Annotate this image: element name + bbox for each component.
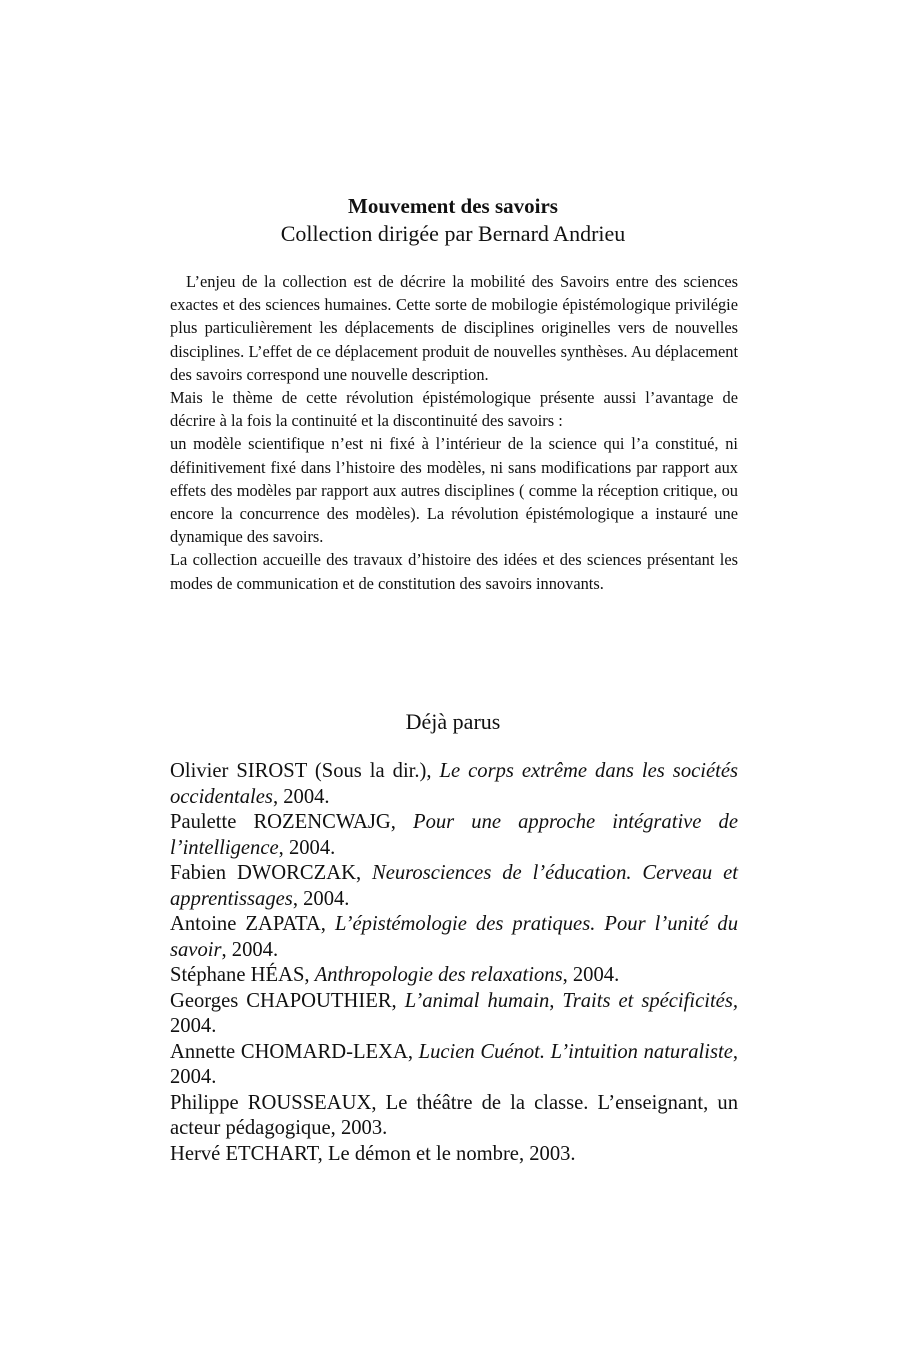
book-author: Annette CHOMARD-LEXA,	[170, 1040, 419, 1063]
description-paragraph: L’enjeu de la collection est de décrire la mobilité des Savoirs entre des sciences exactes et des sciences humaines. Cette sorte de mobilogie épistémologique privilégie plus particulièrement les déplacements de disciplines originelles vers de nouvelles disciplines. L’effet de ce déplacement produit de nouvelles synthèses. Au déplacement des savoirs correspond une nouvelle description.	[170, 272, 738, 384]
book-year: , 2004.	[221, 938, 279, 961]
book-author: Paulette ROZENCWAJG,	[170, 811, 413, 833]
book-title: Anthropologie des relaxations	[314, 964, 563, 986]
book-title: Lucien Cuénot. L’intuition naturaliste	[418, 1040, 733, 1063]
book-entry	[170, 989, 738, 1040]
book-year: Le théâtre de la classe. L’enseignant, un acteur pédagogique, 2003.	[170, 1091, 738, 1139]
book-year: , 2004.	[292, 887, 350, 910]
book-entry	[170, 1091, 738, 1142]
book-entry	[170, 1040, 738, 1091]
book-year: Le démon et le nombre, 2003.	[327, 1142, 576, 1165]
book-author: Philippe ROUSSEAUX,	[170, 1091, 386, 1114]
book-entry	[170, 963, 738, 989]
book-author: Hervé ETCHART,	[170, 1142, 328, 1165]
book-year: , 2004.	[272, 785, 330, 808]
book-title: Neurosciences de l’éducation. Cerveau et apprentissages	[170, 862, 738, 910]
book-title: L’animal humain, Traits et spécificités,	[404, 989, 738, 1012]
book-title: Le corps extrême dans les sociétés occidentales	[170, 760, 738, 808]
collection-description	[170, 270, 738, 595]
collection-subtitle: Collection dirigée par Bernard Andrieu	[280, 221, 626, 246]
published-heading: Déjà parus	[405, 709, 501, 734]
book-year: , 2004.	[562, 964, 620, 986]
book-year: 2004.	[170, 1015, 217, 1037]
book-author: Fabien DWORCZAK,	[170, 862, 372, 884]
book-author: Antoine ZAPATA,	[170, 913, 335, 935]
book-entry	[170, 810, 738, 861]
book-entry	[170, 912, 738, 963]
description-paragraph: un modèle scientifique n’est ni fixé à l’intérieur de la science qui l’a constitué, ni définitivement fixé dans l’histoire des modèles, ni sans modifications par rapport aux effets des modèles par rapport aux autres disciplines ( comme la réception critique, ou encore la concurrence des modèles). La révolution épistémologique a instauré une dynamique des savoirs.	[170, 434, 738, 547]
book-author: Stéphane HÉAS,	[170, 964, 315, 986]
book-title: Pour une approche intégrative de l’intelligence	[170, 811, 738, 859]
description-paragraph: Mais le thème de cette révolution épistémologique présente aussi l’avantage de décrire à la fois la continuité et la discontinuité des savoirs :	[170, 388, 738, 431]
book-author: Georges CHAPOUTHIER,	[170, 989, 405, 1012]
book-entry	[170, 759, 738, 810]
book-author: Olivier SIROST (Sous la dir.),	[170, 760, 440, 782]
book-entry	[170, 861, 738, 912]
collection-title: Mouvement des savoirs	[348, 194, 558, 218]
book-year: , 2004.	[170, 1040, 739, 1088]
book-entry	[170, 1142, 738, 1168]
description-paragraph: La collection accueille des travaux d’histoire des idées et des sciences présentant les modes de communication et de constitution des savoirs innovants.	[170, 550, 738, 593]
book-title: L’épistémologie des pratiques. Pour l’unité du savoir	[170, 913, 738, 961]
book-year: , 2004.	[278, 836, 336, 859]
published-books-list	[170, 759, 738, 1167]
